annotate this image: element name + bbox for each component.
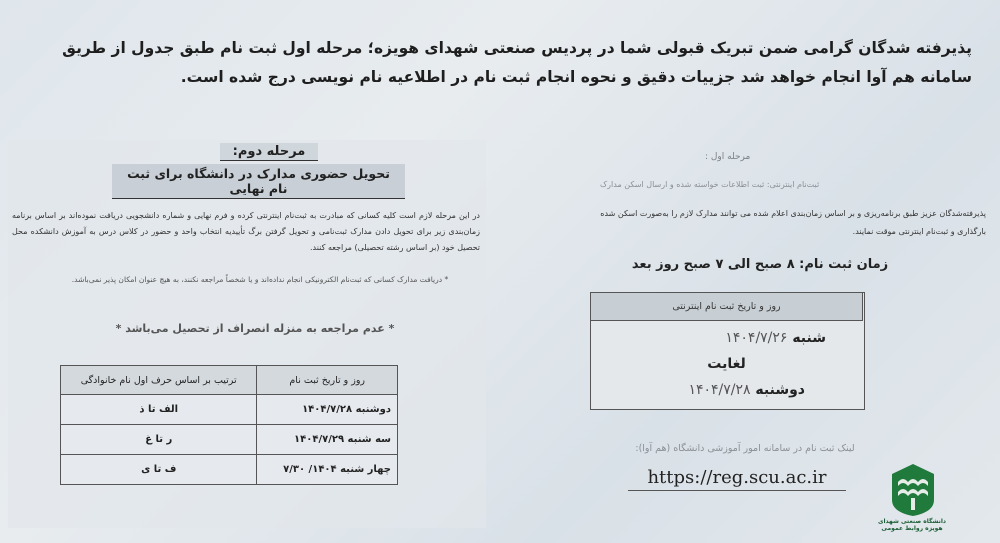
stage2-title: مرحله دوم:: [220, 143, 318, 161]
registration-link[interactable]: https://reg.scu.ac.ir: [628, 467, 846, 491]
table-row: [61, 425, 398, 455]
end-date-line: [590, 382, 805, 398]
registration-link-label: لینک ثبت نام در سامانه امور آموزشی دانشگاه (هم آوا):: [635, 443, 855, 454]
stage1-title: مرحله اول :: [705, 152, 751, 162]
university-logo-icon: [888, 462, 938, 517]
table-header-row: [61, 366, 398, 395]
stage2-warning: * عدم مراجعه به منزله انصراف از تحصیل می‌باشد *: [115, 322, 395, 335]
registration-time: زمان ثبت نام: ۸ صبح الی ۷ صبح روز بعد: [631, 257, 889, 272]
start-date-line: [590, 330, 826, 346]
stage1-subtitle: ثبت‌نام اینترنتی: ثبت اطلاعات خواسته شده و ارسال اسکن مدارک: [600, 180, 820, 189]
intro-text: پذیرفته شدگان گرامی ضمن تبریک قبولی شما در پردیس صنعتی شهدای هویزه؛ مرحله اول ثبت نام طبق جدول از طریق سامانه هم آوا انجام خواهد شد جزییات دقیق و نحوه انجام ثبت نام در اطلاعیه نام نویسی درج شده است.: [62, 39, 972, 86]
stage2-note: * دریافت مدارک کسانی که ثبت‌نام الکترونیکی انجام نداده‌اند و یا شخصاً مراجعه نکنند، به هیچ عنوان امکان پذیر نمی‌باشد.: [71, 275, 449, 284]
stage2-paragraph: در این مرحله لازم است کلیه کسانی که مبادرت به ثبت‌نام اینترنتی کرده و فرم نهایی و شماره دانشجویی دریافت نموده‌اند بر اساس برنامه زمان‌بندی زیر برای تحویل دادن مدارک ثبت‌نامی و تحویل گرفتن برگ تأییدیه انتخاب واحد و حضور در کلاس درس به آموزش دانشکده محل تحصیل خود (بر اساس رشته تحصیلی) مراجعه کنند.: [12, 211, 480, 252]
table-cell-letters: ر تا غ: [61, 425, 257, 455]
table-row: [61, 395, 398, 425]
stage1-paragraph: پذیرفته‌شدگان عزیز طبق برنامه‌ریزی و بر اساس زمان‌بندی اعلام شده می توانند مدارک لازم را به‌صورت اسکن شده بارگذاری و ثبت‌نام اینترنتی موقت نمایند.: [600, 209, 986, 236]
table-cell-letters: الف تا ذ: [61, 395, 257, 425]
table-cell-date: چهار شنبه ۱۴۰۴/ ۷/۳۰: [257, 455, 398, 485]
table-header-date: روز و تاریخ ثبت نام: [257, 366, 398, 395]
table-row: [61, 455, 398, 485]
stage2-schedule-table: [60, 365, 398, 485]
logo-caption: دانشگاه صنعتی شهدای هویزه روابط عمومی: [878, 518, 946, 532]
start-date: ۱۴۰۴/۷/۲۶: [725, 330, 788, 346]
start-day: شنبه: [792, 330, 826, 346]
end-date: ۱۴۰۴/۷/۲۸: [688, 382, 751, 398]
end-day: دوشنبه: [755, 382, 805, 398]
online-registration-header: روز و تاریخ ثبت نام اینترنتی: [590, 292, 863, 321]
table-header-letters: ترتیب بر اساس حرف اول نام خانوادگی: [61, 366, 257, 395]
table-cell-date: سه شنبه ۱۴۰۴/۷/۲۹: [257, 425, 398, 455]
stage2-subtitle: تحویل حضوری مدارک در دانشگاه برای ثبت نام نهایی: [112, 164, 405, 199]
table-cell-letters: ف تا ی: [61, 455, 257, 485]
table-cell-date: دوشنبه ۱۴۰۴/۷/۲۸: [257, 395, 398, 425]
until-label: لغایت: [707, 356, 746, 372]
